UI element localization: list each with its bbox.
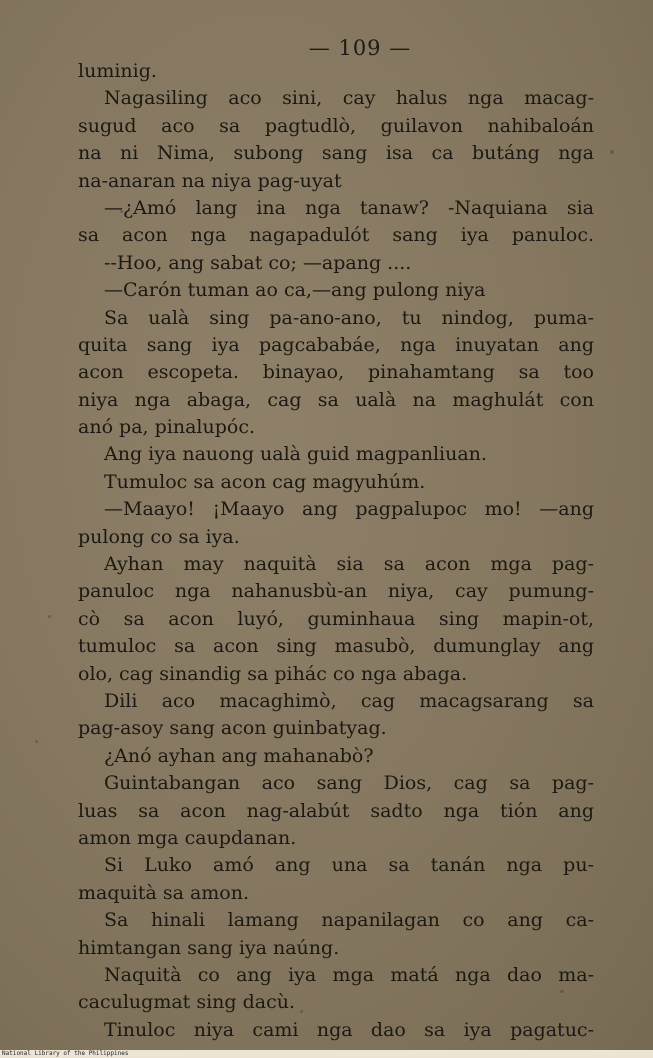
text-line: —Maayo! ¡Maayo ang pagpalupoc mo! —ang: [104, 498, 594, 521]
body-text: [78, 58, 594, 1044]
text-line: Sa ualà sing pa-ano-ano, tu nindog, puma-: [104, 306, 594, 329]
text-line: Ang iya nauong ualà guid magpanliuan.: [104, 443, 487, 466]
text-line: Naquità co ang iya mga matá nga dao ma-: [104, 963, 594, 986]
text-line: na ni Nima, subong sang isa ca butáng nga: [78, 142, 594, 165]
paper-speck: [35, 740, 38, 743]
text-line: panuloc nga nahanusbù-an niya, cay pumung-: [78, 580, 594, 603]
text-line: luminig.: [78, 60, 157, 82]
text-line: --Hoo, ang sabat co; —apang ....: [104, 251, 412, 274]
text-line: acon escopeta. binayao, pinahamtang sa too: [78, 361, 594, 384]
text-line: caculugmat sing dacù.: [78, 991, 296, 1014]
text-line: Ayhan may naquità sia sa acon mga pag-: [104, 553, 594, 576]
text-line: Sa hinali lamang napanilagan co ang ca-: [104, 909, 594, 932]
text-line: Si Luko amó ang una sa tanán nga pu-: [104, 854, 594, 877]
text-line: pag-asoy sang acon guinbatyag.: [78, 717, 387, 740]
text-line: —Carón tuman ao ca,—ang pulong niya: [104, 279, 486, 302]
text-line: olo, cag sinandig sa pihác co nga abaga.: [78, 662, 468, 685]
text-line: Guintabangan aco sang Dios, cag sa pag-: [104, 772, 594, 795]
text-line: niya nga abaga, cag sa ualà na maghulát con: [78, 388, 594, 411]
text-line: Tumuloc sa acon cag magyuhúm.: [104, 470, 426, 493]
text-line: —¿Amó lang ina nga tanaw? -Naquiana sia: [104, 196, 594, 219]
library-credit: National Library of the Philippines: [2, 1050, 129, 1057]
text-line: na-anaran na niya pag-uyat: [78, 169, 342, 192]
text-line: anó pa, pinalupóc.: [78, 416, 256, 439]
text-line: pulong co sa iya.: [78, 525, 240, 548]
text-line: luas sa acon nag-alabút sadto nga tión ang: [78, 799, 594, 822]
text-line: amon mga caupdanan.: [78, 826, 297, 849]
text-line: Tinuloc niya cami nga dao sa iya pagatuc-: [104, 1018, 594, 1041]
text-line: sugud aco sa pagtudlò, guilavon nahibaloán: [78, 114, 594, 137]
text-line: Dili aco macaghimò, cag macagsarang sa: [104, 689, 594, 712]
text-line: Nagasiling aco sini, cay halus nga macag-: [104, 87, 594, 110]
text-line: sa acon nga nagapadulót sang iya panuloc.: [78, 224, 594, 247]
text-line: cò sa acon luyó, guminhaua sing mapin-ot,: [78, 607, 594, 630]
paper-speck: [610, 150, 614, 154]
page-number: — 109 —: [308, 36, 412, 60]
text-line: quita sang iya pagcababáe, nga inuyatan ang: [78, 333, 594, 356]
text-line: maquità sa amon.: [78, 881, 249, 904]
text-line: himtangan sang iya naúng.: [78, 936, 340, 959]
paper-speck: [48, 615, 51, 618]
text-line: tumuloc sa acon sing masubò, dumunglay ang: [78, 635, 594, 658]
text-line: ¿Anó ayhan ang mahanabò?: [104, 744, 374, 767]
